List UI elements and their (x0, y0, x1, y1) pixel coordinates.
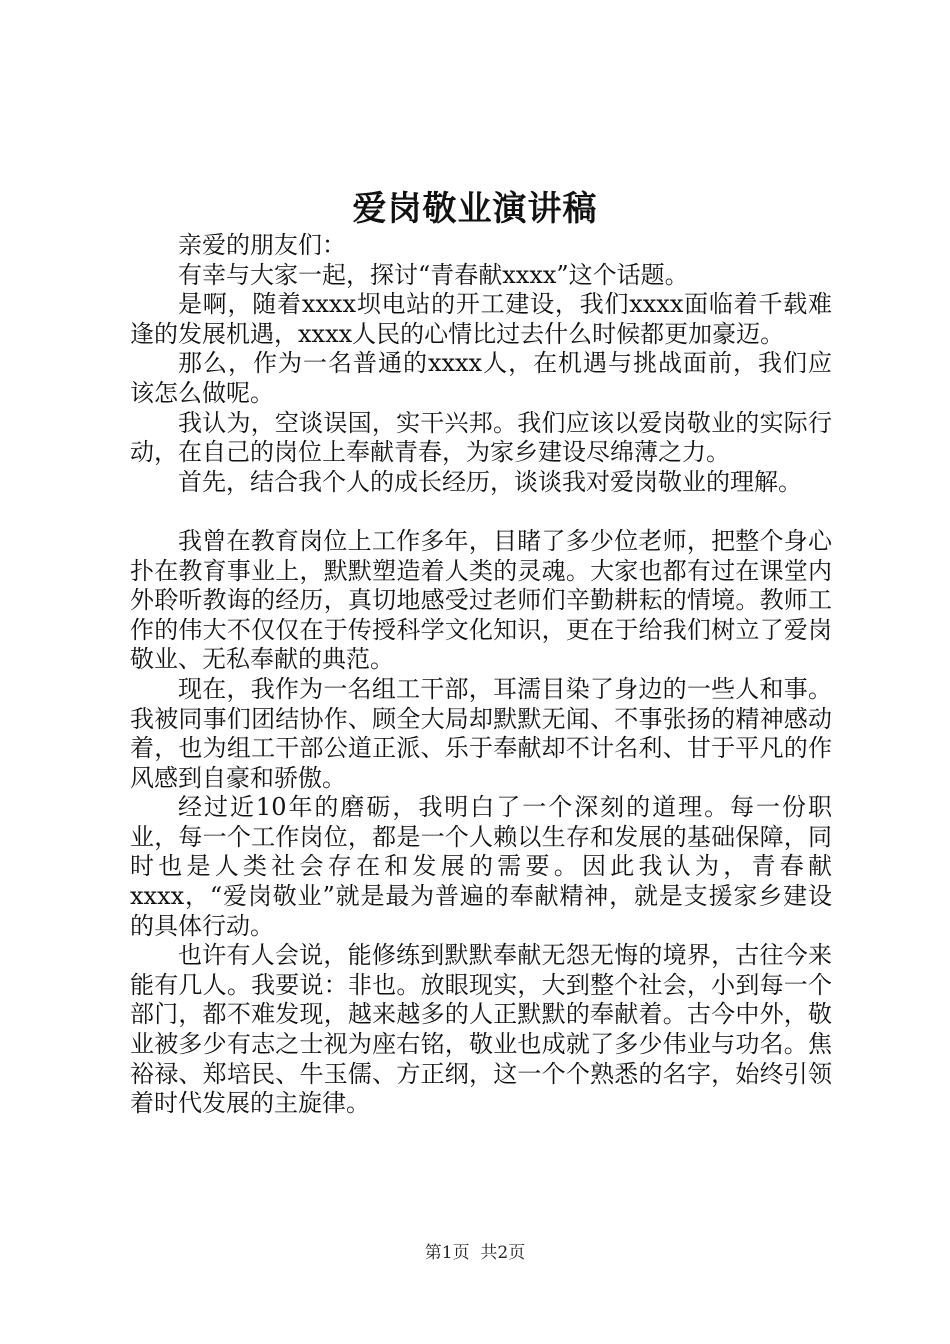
page-number: 第1页 (424, 1243, 470, 1263)
paragraph: 也许有人会说，能修练到默默奉献无怨无悔的境界，古往今来能有几人。我要说：非也。放眼现实，大到整个社会，小到每一个部门，都不难发现，越来越多的人正默默的奉献着。古今中外，敬业被多少有志之士视为座右铭，敬业也成就了多少伟业与功名。焦裕禄、郑培民、牛玉儒、方正纲，这一个个熟悉的名字，始终引领着时代发展的主旋律。 (130, 941, 832, 1118)
paragraph-greeting: 亲爱的朋友们： (178, 231, 346, 259)
document-body (130, 231, 832, 1119)
paragraph: 有幸与大家一起，探讨“青春献xxxx”这个话题。 (178, 260, 689, 289)
paragraph: 那么，作为一名普通的xxxx人，在机遇与挑战面前，我们应该怎么做呢。 (130, 349, 832, 407)
document-title: 爱岗敬业演讲稿 (352, 189, 598, 229)
paragraph: 是啊，随着xxxx坝电站的开工建设，我们xxxx面临着千载难逢的发展机遇，xxxx人民的心情比过去什么时候都更加豪迈。 (130, 290, 832, 348)
paragraph: 我曾在教育岗位上工作多年，目睹了多少位老师，把整个身心扑在教育事业上，默默塑造着人类的灵魂。大家也都有过在课堂内外聆听教诲的经历，真切地感受过老师们辛勤耕耘的情境。教师工作的伟大不仅仅在于传授科学文化知识，更在于给我们树立了爱岗敬业、无私奉献的典范。 (130, 526, 832, 674)
page-footer (0, 1241, 950, 1265)
paragraph: 我认为，空谈误国，实干兴邦。我们应该以爱岗敬业的实际行动，在自己的岗位上奉献青春，为家乡建设尽绵薄之力。 (130, 408, 832, 467)
page-total: 共2页 (480, 1243, 526, 1263)
paragraph: 现在，我作为一名组工干部，耳濡目染了身边的一些人和事。我被同事们团结协作、顾全大局却默默无闻、不事张扬的精神感动着，也为组工干部公道正派、乐于奉献却不计名利、甘于平凡的作风感到自豪和骄傲。 (130, 674, 832, 792)
paragraph: 首先，结合我个人的成长经历，谈谈我对爱岗敬业的理解。 (178, 467, 802, 496)
paragraph: 经过近10年的磨砺，我明白了一个深刻的道理。每一份职业，每一个工作岗位，都是一个人赖以生存和发展的基础保障，同时也是人类社会存在和发展的需要。因此我认为，青春献xxxx，“爱岗敬业”就是最为普遍的奉献精神，就是支援家乡建设的具体行动。 (130, 793, 832, 940)
